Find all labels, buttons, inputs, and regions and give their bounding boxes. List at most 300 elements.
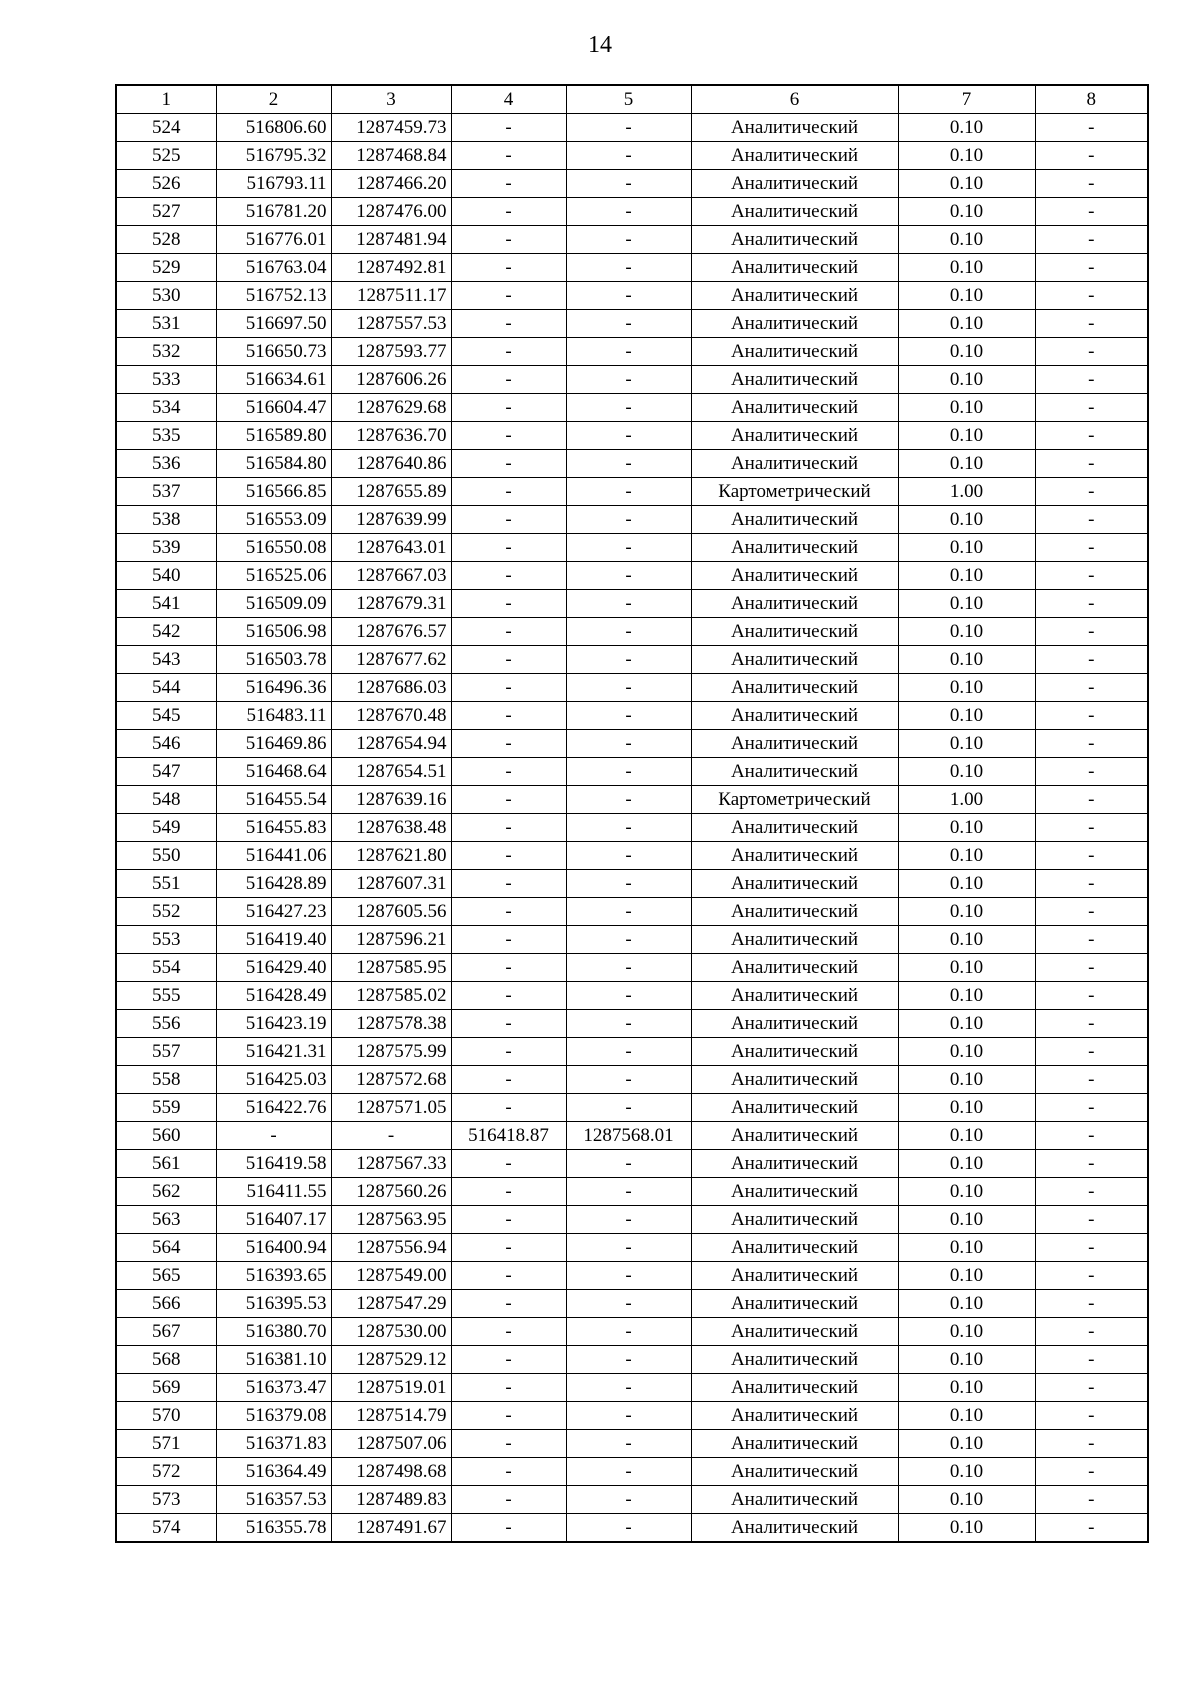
column-header-6: 6 (691, 85, 898, 114)
point-number-cell: 551 (116, 870, 216, 898)
x-coordinate-alt-cell: - (451, 1150, 566, 1178)
y-coordinate-alt-cell: - (566, 870, 691, 898)
x-coordinate-cell: 516419.58 (216, 1150, 331, 1178)
x-coordinate-alt-cell: - (451, 1514, 566, 1543)
notes-cell: - (1035, 1038, 1148, 1066)
notes-cell: - (1035, 590, 1148, 618)
x-coordinate-alt-cell: - (451, 1038, 566, 1066)
accuracy-cell: 1.00 (898, 786, 1035, 814)
accuracy-cell: 0.10 (898, 366, 1035, 394)
point-number-cell: 544 (116, 674, 216, 702)
notes-cell: - (1035, 842, 1148, 870)
accuracy-cell: 0.10 (898, 1318, 1035, 1346)
table-row (116, 1066, 1148, 1094)
y-coordinate-cell: 1287567.33 (331, 1150, 451, 1178)
point-number-cell: 539 (116, 534, 216, 562)
accuracy-cell: 0.10 (898, 450, 1035, 478)
x-coordinate-cell: 516428.89 (216, 870, 331, 898)
y-coordinate-alt-cell: - (566, 702, 691, 730)
x-coordinate-alt-cell: - (451, 142, 566, 170)
x-coordinate-alt-cell: - (451, 1178, 566, 1206)
table-row (116, 1010, 1148, 1038)
y-coordinate-alt-cell: - (566, 1150, 691, 1178)
notes-cell: - (1035, 422, 1148, 450)
notes-cell: - (1035, 1010, 1148, 1038)
y-coordinate-alt-cell: - (566, 394, 691, 422)
x-coordinate-cell: 516380.70 (216, 1318, 331, 1346)
accuracy-cell: 0.10 (898, 226, 1035, 254)
notes-cell: - (1035, 954, 1148, 982)
x-coordinate-cell: 516455.83 (216, 814, 331, 842)
y-coordinate-alt-cell: - (566, 198, 691, 226)
method-cell: Картометрический (691, 786, 898, 814)
accuracy-cell: 0.10 (898, 310, 1035, 338)
x-coordinate-alt-cell: - (451, 786, 566, 814)
point-number-cell: 574 (116, 1514, 216, 1543)
y-coordinate-cell: 1287585.02 (331, 982, 451, 1010)
method-cell: Аналитический (691, 310, 898, 338)
x-coordinate-alt-cell: - (451, 758, 566, 786)
x-coordinate-alt-cell: - (451, 954, 566, 982)
y-coordinate-alt-cell: - (566, 1038, 691, 1066)
x-coordinate-cell: 516429.40 (216, 954, 331, 982)
point-number-cell: 563 (116, 1206, 216, 1234)
table-row (116, 1234, 1148, 1262)
method-cell: Аналитический (691, 1318, 898, 1346)
table-row (116, 758, 1148, 786)
coordinates-table (115, 84, 1149, 1543)
notes-cell: - (1035, 786, 1148, 814)
y-coordinate-cell: - (331, 1122, 451, 1150)
table-row (116, 842, 1148, 870)
point-number-cell: 528 (116, 226, 216, 254)
point-number-cell: 553 (116, 926, 216, 954)
table-row (116, 1402, 1148, 1430)
x-coordinate-alt-cell: - (451, 114, 566, 142)
point-number-cell: 550 (116, 842, 216, 870)
point-number-cell: 572 (116, 1458, 216, 1486)
accuracy-cell: 0.10 (898, 1234, 1035, 1262)
y-coordinate-cell: 1287606.26 (331, 366, 451, 394)
x-coordinate-cell: 516550.08 (216, 534, 331, 562)
accuracy-cell: 0.10 (898, 1346, 1035, 1374)
y-coordinate-alt-cell: - (566, 1486, 691, 1514)
y-coordinate-alt-cell: - (566, 1234, 691, 1262)
accuracy-cell: 0.10 (898, 758, 1035, 786)
accuracy-cell: 0.10 (898, 254, 1035, 282)
y-coordinate-cell: 1287640.86 (331, 450, 451, 478)
method-cell: Аналитический (691, 1206, 898, 1234)
method-cell: Аналитический (691, 814, 898, 842)
table-row (116, 926, 1148, 954)
x-coordinate-alt-cell: - (451, 646, 566, 674)
point-number-cell: 524 (116, 114, 216, 142)
method-cell: Аналитический (691, 1430, 898, 1458)
accuracy-cell: 0.10 (898, 1402, 1035, 1430)
y-coordinate-alt-cell: - (566, 1178, 691, 1206)
x-coordinate-cell: 516776.01 (216, 226, 331, 254)
y-coordinate-cell: 1287636.70 (331, 422, 451, 450)
x-coordinate-cell: 516752.13 (216, 282, 331, 310)
y-coordinate-cell: 1287529.12 (331, 1346, 451, 1374)
point-number-cell: 558 (116, 1066, 216, 1094)
point-number-cell: 562 (116, 1178, 216, 1206)
accuracy-cell: 0.10 (898, 506, 1035, 534)
y-coordinate-cell: 1287572.68 (331, 1066, 451, 1094)
accuracy-cell: 0.10 (898, 1206, 1035, 1234)
y-coordinate-cell: 1287639.99 (331, 506, 451, 534)
point-number-cell: 537 (116, 478, 216, 506)
y-coordinate-cell: 1287563.95 (331, 1206, 451, 1234)
x-coordinate-cell: 516483.11 (216, 702, 331, 730)
notes-cell: - (1035, 478, 1148, 506)
notes-cell: - (1035, 142, 1148, 170)
notes-cell: - (1035, 450, 1148, 478)
point-number-cell: 567 (116, 1318, 216, 1346)
notes-cell: - (1035, 226, 1148, 254)
x-coordinate-cell: 516553.09 (216, 506, 331, 534)
y-coordinate-alt-cell: 1287568.01 (566, 1122, 691, 1150)
x-coordinate-cell: 516425.03 (216, 1066, 331, 1094)
y-coordinate-cell: 1287639.16 (331, 786, 451, 814)
accuracy-cell: 0.10 (898, 1514, 1035, 1543)
y-coordinate-cell: 1287605.56 (331, 898, 451, 926)
point-number-cell: 555 (116, 982, 216, 1010)
point-number-cell: 547 (116, 758, 216, 786)
method-cell: Аналитический (691, 926, 898, 954)
x-coordinate-cell: 516379.08 (216, 1402, 331, 1430)
x-coordinate-cell: 516407.17 (216, 1206, 331, 1234)
notes-cell: - (1035, 506, 1148, 534)
y-coordinate-alt-cell: - (566, 1206, 691, 1234)
point-number-cell: 559 (116, 1094, 216, 1122)
notes-cell: - (1035, 1346, 1148, 1374)
y-coordinate-cell: 1287481.94 (331, 226, 451, 254)
x-coordinate-cell: 516793.11 (216, 170, 331, 198)
y-coordinate-alt-cell: - (566, 1402, 691, 1430)
x-coordinate-cell: 516697.50 (216, 310, 331, 338)
x-coordinate-alt-cell: - (451, 170, 566, 198)
y-coordinate-cell: 1287670.48 (331, 702, 451, 730)
y-coordinate-cell: 1287549.00 (331, 1262, 451, 1290)
notes-cell: - (1035, 198, 1148, 226)
x-coordinate-cell: 516419.40 (216, 926, 331, 954)
notes-cell: - (1035, 1318, 1148, 1346)
x-coordinate-cell: 516525.06 (216, 562, 331, 590)
x-coordinate-cell: 516506.98 (216, 618, 331, 646)
method-cell: Аналитический (691, 1458, 898, 1486)
notes-cell: - (1035, 926, 1148, 954)
y-coordinate-alt-cell: - (566, 926, 691, 954)
x-coordinate-cell: 516469.86 (216, 730, 331, 758)
notes-cell: - (1035, 1458, 1148, 1486)
table-header-row (116, 85, 1148, 114)
accuracy-cell: 1.00 (898, 478, 1035, 506)
x-coordinate-alt-cell: - (451, 618, 566, 646)
point-number-cell: 534 (116, 394, 216, 422)
point-number-cell: 543 (116, 646, 216, 674)
point-number-cell: 568 (116, 1346, 216, 1374)
table-row (116, 814, 1148, 842)
method-cell: Аналитический (691, 1066, 898, 1094)
accuracy-cell: 0.10 (898, 1038, 1035, 1066)
x-coordinate-alt-cell: - (451, 1290, 566, 1318)
notes-cell: - (1035, 254, 1148, 282)
accuracy-cell: 0.10 (898, 1374, 1035, 1402)
method-cell: Аналитический (691, 982, 898, 1010)
x-coordinate-cell: 516763.04 (216, 254, 331, 282)
point-number-cell: 565 (116, 1262, 216, 1290)
x-coordinate-cell: 516503.78 (216, 646, 331, 674)
method-cell: Аналитический (691, 842, 898, 870)
x-coordinate-alt-cell: - (451, 1066, 566, 1094)
x-coordinate-alt-cell: - (451, 450, 566, 478)
accuracy-cell: 0.10 (898, 954, 1035, 982)
table-row (116, 1038, 1148, 1066)
table-row (116, 142, 1148, 170)
method-cell: Аналитический (691, 114, 898, 142)
method-cell: Аналитический (691, 870, 898, 898)
accuracy-cell: 0.10 (898, 282, 1035, 310)
table-row (116, 646, 1148, 674)
y-coordinate-cell: 1287530.00 (331, 1318, 451, 1346)
notes-cell: - (1035, 618, 1148, 646)
y-coordinate-alt-cell: - (566, 814, 691, 842)
table-row (116, 730, 1148, 758)
notes-cell: - (1035, 1122, 1148, 1150)
point-number-cell: 560 (116, 1122, 216, 1150)
x-coordinate-cell: 516455.54 (216, 786, 331, 814)
table-row (116, 394, 1148, 422)
accuracy-cell: 0.10 (898, 926, 1035, 954)
y-coordinate-alt-cell: - (566, 646, 691, 674)
y-coordinate-cell: 1287629.68 (331, 394, 451, 422)
y-coordinate-cell: 1287468.84 (331, 142, 451, 170)
point-number-cell: 557 (116, 1038, 216, 1066)
y-coordinate-cell: 1287466.20 (331, 170, 451, 198)
table-row (116, 786, 1148, 814)
column-header-1: 1 (116, 85, 216, 114)
notes-cell: - (1035, 1094, 1148, 1122)
y-coordinate-cell: 1287593.77 (331, 338, 451, 366)
table-row (116, 590, 1148, 618)
x-coordinate-cell: 516468.64 (216, 758, 331, 786)
x-coordinate-alt-cell: - (451, 1206, 566, 1234)
point-number-cell: 533 (116, 366, 216, 394)
x-coordinate-cell: 516806.60 (216, 114, 331, 142)
x-coordinate-cell: 516364.49 (216, 1458, 331, 1486)
table-row (116, 338, 1148, 366)
notes-cell: - (1035, 982, 1148, 1010)
accuracy-cell: 0.10 (898, 1290, 1035, 1318)
notes-cell: - (1035, 1374, 1148, 1402)
accuracy-cell: 0.10 (898, 338, 1035, 366)
method-cell: Аналитический (691, 1234, 898, 1262)
table-row (116, 674, 1148, 702)
y-coordinate-cell: 1287585.95 (331, 954, 451, 982)
notes-cell: - (1035, 1066, 1148, 1094)
method-cell: Картометрический (691, 478, 898, 506)
method-cell: Аналитический (691, 366, 898, 394)
notes-cell: - (1035, 114, 1148, 142)
x-coordinate-alt-cell: - (451, 1402, 566, 1430)
x-coordinate-alt-cell: - (451, 674, 566, 702)
y-coordinate-cell: 1287476.00 (331, 198, 451, 226)
method-cell: Аналитический (691, 1262, 898, 1290)
notes-cell: - (1035, 898, 1148, 926)
y-coordinate-cell: 1287511.17 (331, 282, 451, 310)
x-coordinate-alt-cell: - (451, 926, 566, 954)
y-coordinate-cell: 1287607.31 (331, 870, 451, 898)
y-coordinate-alt-cell: - (566, 170, 691, 198)
point-number-cell: 541 (116, 590, 216, 618)
table-row (116, 1374, 1148, 1402)
x-coordinate-cell: 516393.65 (216, 1262, 331, 1290)
table-row (116, 954, 1148, 982)
notes-cell: - (1035, 282, 1148, 310)
point-number-cell: 529 (116, 254, 216, 282)
column-header-5: 5 (566, 85, 691, 114)
y-coordinate-alt-cell: - (566, 1318, 691, 1346)
method-cell: Аналитический (691, 1402, 898, 1430)
accuracy-cell: 0.10 (898, 422, 1035, 450)
y-coordinate-cell: 1287686.03 (331, 674, 451, 702)
accuracy-cell: 0.10 (898, 142, 1035, 170)
y-coordinate-cell: 1287519.01 (331, 1374, 451, 1402)
accuracy-cell: 0.10 (898, 1430, 1035, 1458)
notes-cell: - (1035, 702, 1148, 730)
column-header-4: 4 (451, 85, 566, 114)
table-row (116, 702, 1148, 730)
y-coordinate-cell: 1287557.53 (331, 310, 451, 338)
method-cell: Аналитический (691, 422, 898, 450)
table-row (116, 282, 1148, 310)
x-coordinate-alt-cell: - (451, 702, 566, 730)
point-number-cell: 540 (116, 562, 216, 590)
x-coordinate-alt-cell: - (451, 898, 566, 926)
y-coordinate-alt-cell: - (566, 506, 691, 534)
y-coordinate-alt-cell: - (566, 282, 691, 310)
method-cell: Аналитический (691, 1178, 898, 1206)
table-row (116, 1458, 1148, 1486)
y-coordinate-cell: 1287560.26 (331, 1178, 451, 1206)
table-row (116, 226, 1148, 254)
x-coordinate-cell: 516428.49 (216, 982, 331, 1010)
method-cell: Аналитический (691, 898, 898, 926)
y-coordinate-cell: 1287676.57 (331, 618, 451, 646)
notes-cell: - (1035, 1178, 1148, 1206)
x-coordinate-alt-cell: - (451, 1458, 566, 1486)
method-cell: Аналитический (691, 282, 898, 310)
notes-cell: - (1035, 758, 1148, 786)
accuracy-cell: 0.10 (898, 842, 1035, 870)
table-row (116, 1206, 1148, 1234)
method-cell: Аналитический (691, 1346, 898, 1374)
table-row (116, 310, 1148, 338)
notes-cell: - (1035, 1262, 1148, 1290)
accuracy-cell: 0.10 (898, 814, 1035, 842)
x-coordinate-cell: 516423.19 (216, 1010, 331, 1038)
method-cell: Аналитический (691, 506, 898, 534)
notes-cell: - (1035, 562, 1148, 590)
accuracy-cell: 0.10 (898, 702, 1035, 730)
accuracy-cell: 0.10 (898, 1150, 1035, 1178)
table-row (116, 1514, 1148, 1543)
y-coordinate-cell: 1287498.68 (331, 1458, 451, 1486)
x-coordinate-alt-cell: - (451, 226, 566, 254)
point-number-cell: 532 (116, 338, 216, 366)
table-row (116, 1178, 1148, 1206)
x-coordinate-alt-cell: - (451, 814, 566, 842)
x-coordinate-alt-cell: - (451, 506, 566, 534)
method-cell: Аналитический (691, 646, 898, 674)
method-cell: Аналитический (691, 1150, 898, 1178)
notes-cell: - (1035, 1234, 1148, 1262)
x-coordinate-cell: 516566.85 (216, 478, 331, 506)
page-number: 14 (588, 32, 612, 58)
y-coordinate-alt-cell: - (566, 534, 691, 562)
y-coordinate-cell: 1287596.21 (331, 926, 451, 954)
y-coordinate-alt-cell: - (566, 114, 691, 142)
method-cell: Аналитический (691, 702, 898, 730)
method-cell: Аналитический (691, 954, 898, 982)
x-coordinate-alt-cell: - (451, 1234, 566, 1262)
point-number-cell: 525 (116, 142, 216, 170)
x-coordinate-cell: 516355.78 (216, 1514, 331, 1543)
y-coordinate-alt-cell: - (566, 954, 691, 982)
point-number-cell: 535 (116, 422, 216, 450)
notes-cell: - (1035, 1150, 1148, 1178)
method-cell: Аналитический (691, 562, 898, 590)
table-row (116, 1094, 1148, 1122)
column-header-7: 7 (898, 85, 1035, 114)
y-coordinate-alt-cell: - (566, 1010, 691, 1038)
method-cell: Аналитический (691, 1514, 898, 1543)
y-coordinate-cell: 1287578.38 (331, 1010, 451, 1038)
y-coordinate-alt-cell: - (566, 758, 691, 786)
accuracy-cell: 0.10 (898, 618, 1035, 646)
y-coordinate-cell: 1287638.48 (331, 814, 451, 842)
x-coordinate-cell: 516411.55 (216, 1178, 331, 1206)
table-row (116, 1318, 1148, 1346)
accuracy-cell: 0.10 (898, 730, 1035, 758)
method-cell: Аналитический (691, 618, 898, 646)
table-row (116, 114, 1148, 142)
notes-cell: - (1035, 814, 1148, 842)
point-number-cell: 530 (116, 282, 216, 310)
x-coordinate-cell: 516400.94 (216, 1234, 331, 1262)
notes-cell: - (1035, 730, 1148, 758)
column-header-3: 3 (331, 85, 451, 114)
x-coordinate-alt-cell: - (451, 590, 566, 618)
y-coordinate-cell: 1287492.81 (331, 254, 451, 282)
notes-cell: - (1035, 1514, 1148, 1543)
y-coordinate-cell: 1287556.94 (331, 1234, 451, 1262)
y-coordinate-cell: 1287654.51 (331, 758, 451, 786)
x-coordinate-alt-cell: - (451, 1486, 566, 1514)
accuracy-cell: 0.10 (898, 1178, 1035, 1206)
x-coordinate-cell: 516371.83 (216, 1430, 331, 1458)
y-coordinate-alt-cell: - (566, 1346, 691, 1374)
table-row (116, 198, 1148, 226)
point-number-cell: 545 (116, 702, 216, 730)
x-coordinate-alt-cell: - (451, 422, 566, 450)
x-coordinate-alt-cell: - (451, 478, 566, 506)
y-coordinate-alt-cell: - (566, 1514, 691, 1543)
accuracy-cell: 0.10 (898, 1262, 1035, 1290)
x-coordinate-cell: 516781.20 (216, 198, 331, 226)
y-coordinate-alt-cell: - (566, 1290, 691, 1318)
